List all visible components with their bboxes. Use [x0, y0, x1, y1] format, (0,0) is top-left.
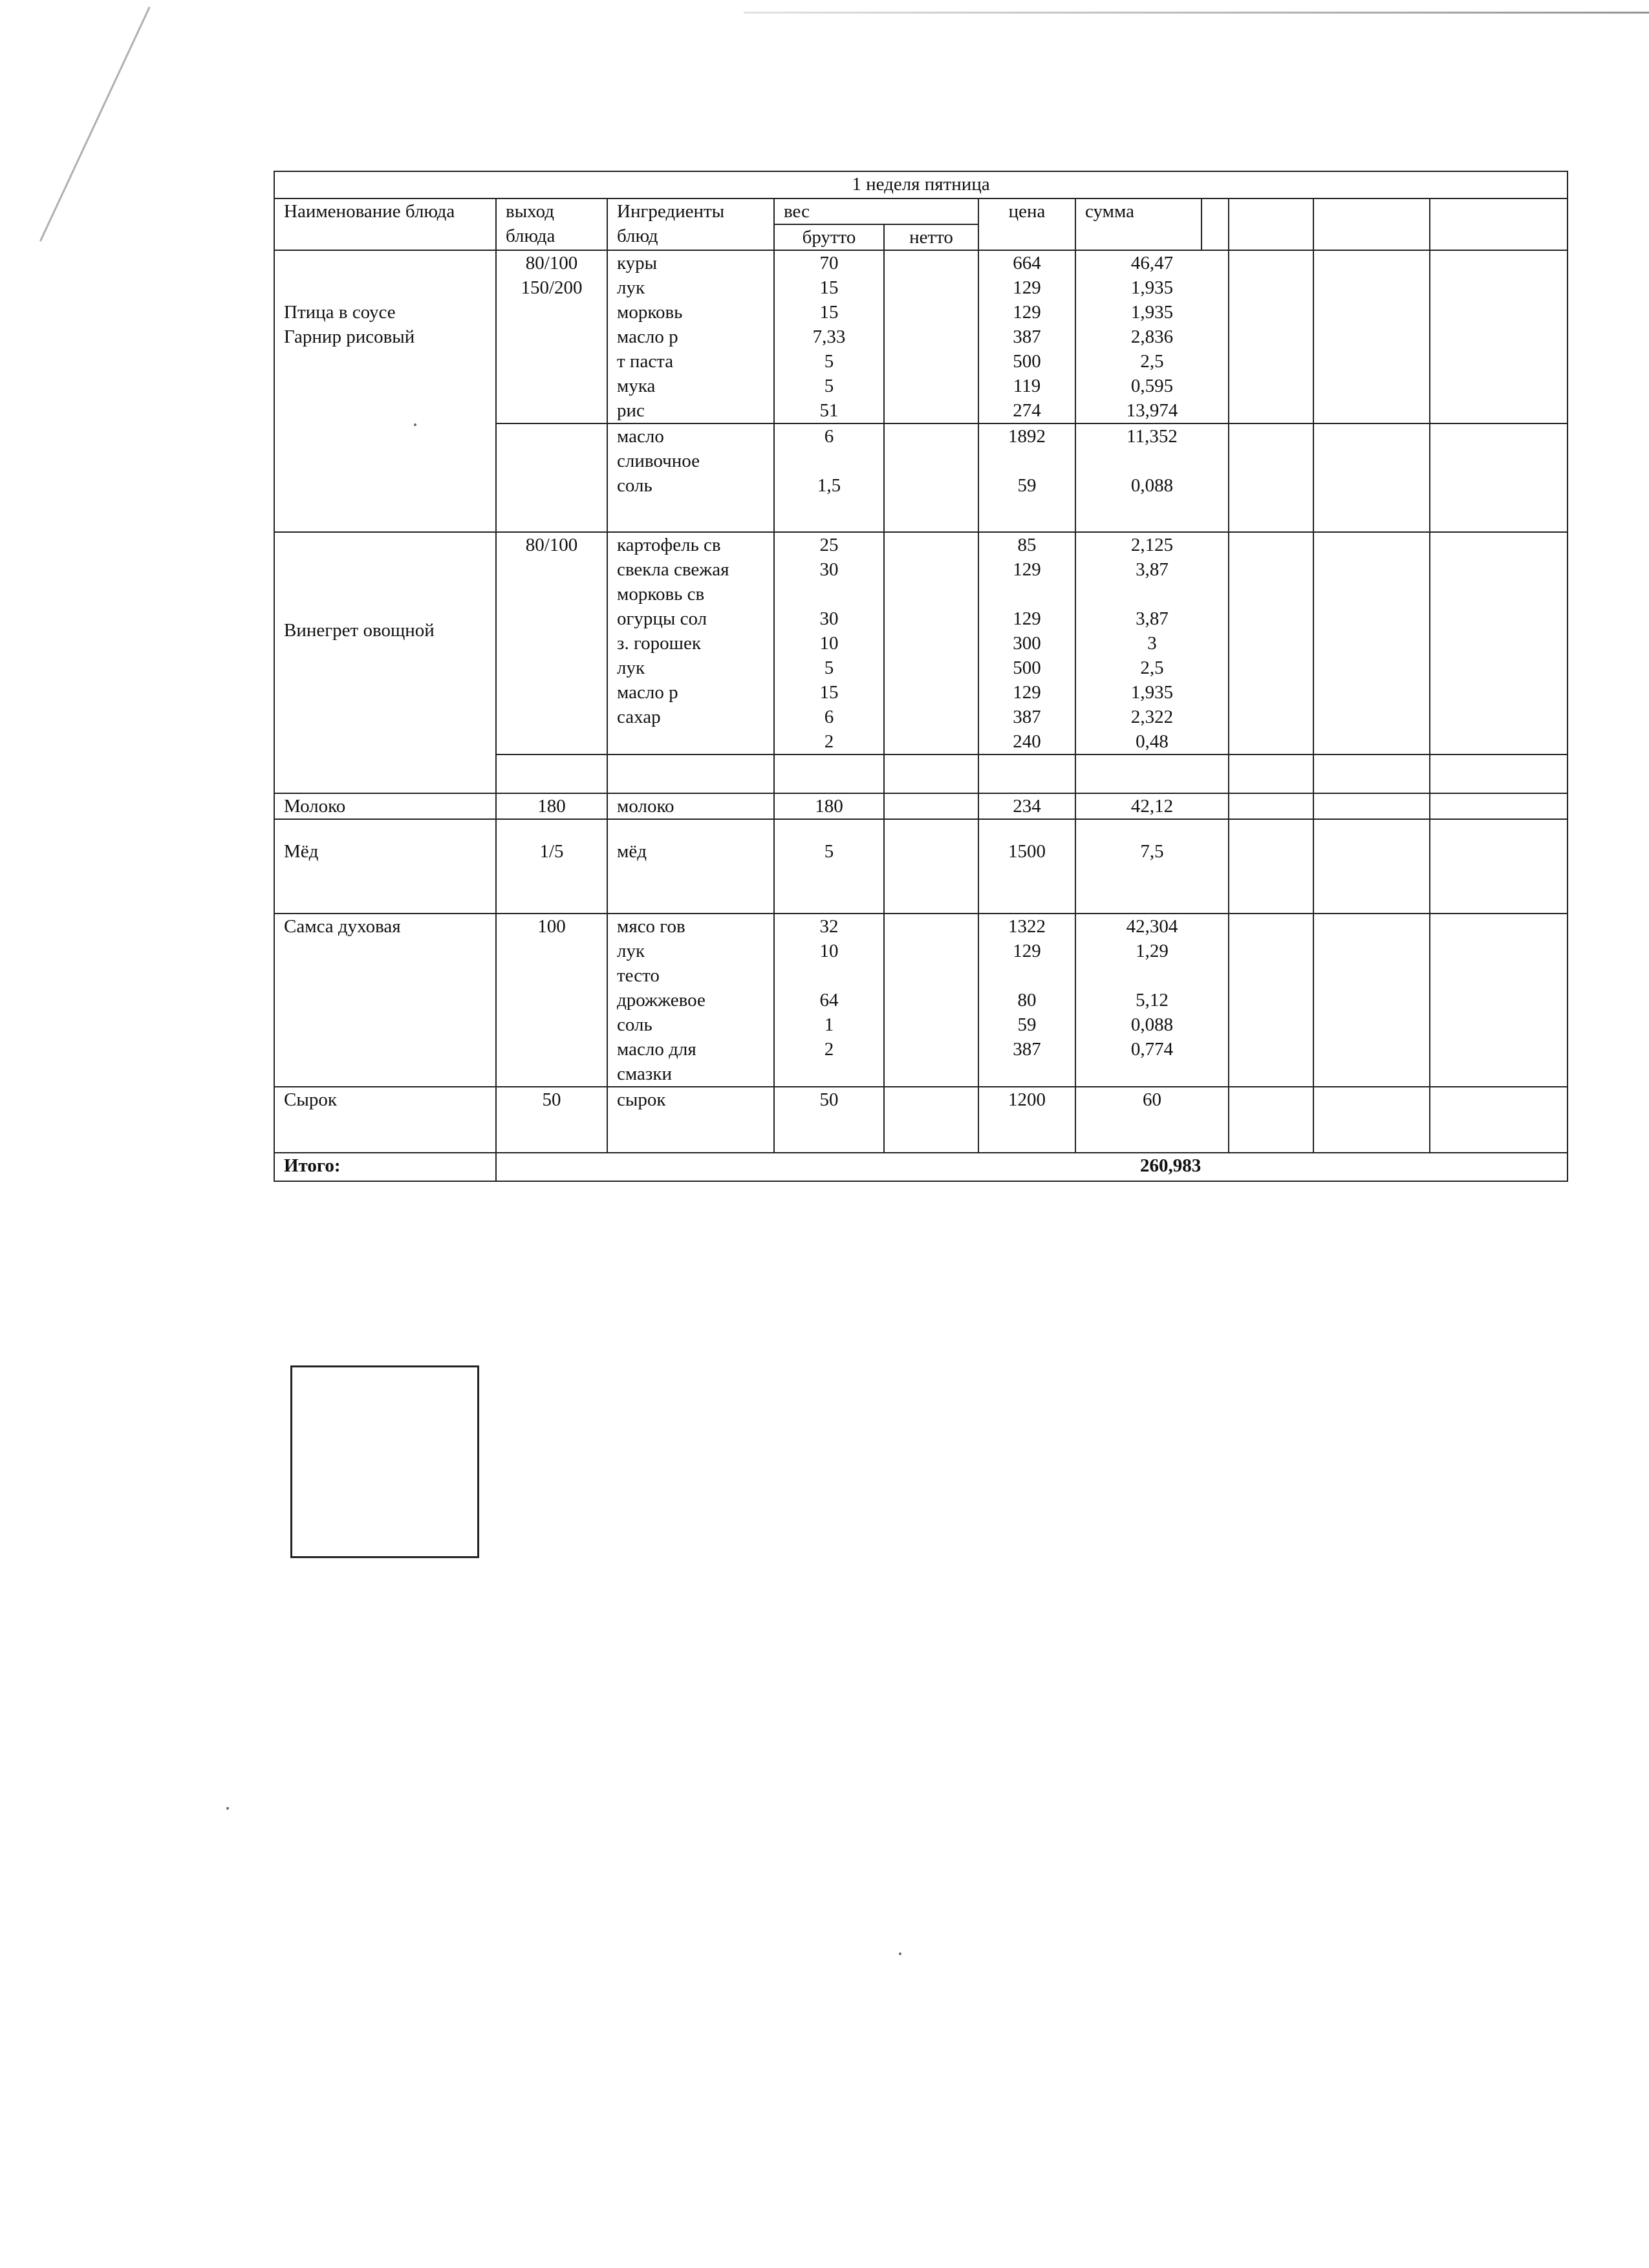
- empty-cell: [1075, 754, 1229, 793]
- header-dish-name: Наименование блюда: [274, 198, 496, 250]
- empty-cell: [1313, 423, 1430, 532]
- ingredient: т паста: [617, 351, 674, 372]
- gross-value: 7,33: [812, 326, 846, 347]
- sum-value: 42,12: [1075, 793, 1229, 819]
- gross-value: 5: [824, 376, 834, 396]
- total-value: 260,983: [496, 1153, 1568, 1181]
- price-list: [978, 423, 1075, 532]
- gross-value: 1: [824, 1014, 834, 1035]
- dish-output: 180: [496, 793, 607, 819]
- sum-value: 1,935: [1130, 277, 1174, 298]
- dish-row: [274, 250, 1568, 423]
- sum-list: [1075, 423, 1229, 532]
- scan-artifact-streak: [39, 6, 151, 242]
- gross-value: 2: [824, 1039, 834, 1060]
- dish-row: [274, 914, 1568, 1087]
- gross-value: 32: [819, 916, 839, 937]
- ingredient-list: [607, 532, 774, 754]
- sum-value: 2,322: [1130, 707, 1174, 727]
- dish-name-line: Птица в соусе: [284, 302, 396, 323]
- header-gross: брутто: [774, 224, 884, 250]
- empty-cell: [1313, 532, 1430, 754]
- price-value: 129: [1013, 608, 1041, 629]
- ingredient-list: [607, 914, 774, 1087]
- price-value: 387: [1013, 326, 1041, 347]
- sum-value: 2,5: [1140, 351, 1164, 372]
- empty-cell: [1229, 250, 1313, 423]
- net-cell: [884, 532, 978, 754]
- empty-cell: [1430, 198, 1568, 250]
- header-weight: вес: [774, 198, 978, 224]
- net-cell: [884, 250, 978, 423]
- ingredient: сливочное: [617, 451, 700, 471]
- empty-cell: [884, 754, 978, 793]
- sum-value: 60: [1075, 1087, 1229, 1153]
- sum-value: [1085, 963, 1219, 988]
- ingredient: молоко: [607, 793, 774, 819]
- empty-cell: [1430, 914, 1568, 1087]
- sum-value: 0,595: [1130, 376, 1174, 396]
- empty-cell: [496, 754, 607, 793]
- empty-cell: [1313, 198, 1430, 250]
- ingredient: смазки: [617, 1064, 672, 1084]
- header-output: выход блюда: [496, 198, 607, 250]
- price-value: 1322: [1008, 916, 1046, 937]
- dish-name: [274, 250, 496, 532]
- header-row: [274, 198, 1568, 224]
- net-cell: [884, 819, 978, 914]
- scan-dot: [899, 1952, 901, 1955]
- sum-value: 11,352: [1126, 426, 1178, 447]
- price-value: 500: [1013, 658, 1041, 678]
- price-list: [978, 250, 1075, 423]
- gross-value: 2: [824, 731, 834, 752]
- sum-value: 1,29: [1136, 941, 1169, 961]
- ingredient: [617, 729, 764, 754]
- header-ingredients: Ингредиенты блюд: [607, 198, 774, 250]
- price-value: 119: [1013, 376, 1041, 396]
- sum-value: 5,12: [1136, 990, 1169, 1011]
- ingredient: морковь св: [617, 584, 705, 604]
- ingredient-list: [607, 250, 774, 423]
- sum-value: 1,935: [1130, 682, 1174, 703]
- ingredient: масло для: [617, 1039, 696, 1060]
- ingredient: масло р: [617, 682, 678, 703]
- gross-value: 15: [819, 682, 839, 703]
- sum-value: [1085, 582, 1219, 606]
- dish-output: [496, 532, 607, 754]
- sum-list: [1075, 532, 1229, 754]
- ingredient: мёд: [607, 819, 774, 914]
- price-value: 500: [1013, 351, 1041, 372]
- empty-cell: [1430, 250, 1568, 423]
- net-cell: [884, 914, 978, 1087]
- total-label: Итого:: [274, 1153, 496, 1181]
- gross-value: [784, 449, 874, 473]
- empty-cell: [1430, 532, 1568, 754]
- gross-value: 5: [774, 819, 884, 914]
- sum-list: [1075, 250, 1229, 423]
- output-value: 100: [537, 916, 566, 937]
- sum-value: 3,87: [1136, 559, 1169, 580]
- net-cell: [884, 423, 978, 532]
- price-value: 59: [1017, 475, 1037, 496]
- gross-value: 6: [824, 707, 834, 727]
- empty-cell: [774, 754, 884, 793]
- gross-value: 5: [824, 658, 834, 678]
- scan-dot: [226, 1807, 229, 1810]
- price-value: [988, 963, 1066, 988]
- price-value: 387: [1013, 1039, 1041, 1060]
- empty-cell: [1313, 754, 1430, 793]
- dish-row: [274, 532, 1568, 754]
- gross-value: 1,5: [817, 475, 841, 496]
- dish-name: Самса духовая: [274, 914, 496, 1087]
- ingredient: морковь: [617, 302, 683, 323]
- sum-value: 2,5: [1140, 658, 1164, 678]
- ingredient: соль: [617, 1014, 652, 1035]
- price-value: 300: [1013, 633, 1041, 654]
- menu-table: [274, 171, 1568, 1182]
- gross-value: 30: [819, 608, 839, 629]
- empty-cell: [978, 754, 1075, 793]
- price-value: 664: [1013, 253, 1041, 273]
- gross-value: 30: [819, 559, 839, 580]
- price-value: [988, 449, 1066, 473]
- table-title: 1 неделя пятница: [274, 171, 1568, 198]
- sum-value: 0,088: [1130, 475, 1174, 496]
- empty-cell: [1229, 793, 1313, 819]
- header-net: нетто: [884, 224, 978, 250]
- ingredient: лук: [617, 277, 645, 298]
- empty-cell: [1430, 793, 1568, 819]
- sum-value: [1085, 1062, 1219, 1086]
- ingredient: дрожжевое: [617, 990, 706, 1011]
- dish-name: [274, 532, 496, 793]
- price-value: 59: [1017, 1014, 1037, 1035]
- gross-value: 50: [774, 1087, 884, 1153]
- dish-name: Молоко: [274, 793, 496, 819]
- empty-cell: [496, 423, 607, 532]
- empty-cell: [1229, 198, 1313, 250]
- gross-value: [784, 582, 874, 606]
- gross-list: [774, 250, 884, 423]
- total-row: [274, 1153, 1568, 1181]
- gross-value: 64: [819, 990, 839, 1011]
- ingredient: сырок: [607, 1087, 774, 1153]
- ingredient: соль: [617, 475, 652, 496]
- gross-value: 25: [819, 535, 839, 555]
- ingredient: огурцы сол: [617, 608, 707, 629]
- gross-value: 15: [819, 302, 839, 323]
- output-value: 150/200: [521, 277, 583, 298]
- dish-output: 1/5: [496, 819, 607, 914]
- dish-row: [274, 819, 1568, 914]
- price-value: 129: [1013, 302, 1041, 323]
- ingredient: картофель св: [617, 535, 721, 555]
- gross-list: [774, 423, 884, 532]
- sum-value: 2,125: [1130, 535, 1174, 555]
- empty-cell: [1313, 250, 1430, 423]
- sum-list: [1075, 914, 1229, 1087]
- price-value: 1500: [978, 819, 1075, 914]
- ingredient: сахар: [617, 707, 661, 727]
- empty-cell: [1430, 819, 1568, 914]
- dish-output: 50: [496, 1087, 607, 1153]
- price-value: 129: [1013, 941, 1041, 961]
- net-cell: [884, 1087, 978, 1153]
- gross-value: 70: [819, 253, 839, 273]
- scan-artifact-top-line: [744, 12, 1649, 14]
- price-list: [978, 914, 1075, 1087]
- empty-cell: [1202, 198, 1229, 250]
- dish-row: [274, 793, 1568, 819]
- ingredient: лук: [617, 941, 645, 961]
- empty-cell: [1430, 754, 1568, 793]
- price-value: 80: [1017, 990, 1037, 1011]
- output-value: 80/100: [525, 535, 578, 555]
- sum-value: 1,935: [1130, 302, 1174, 323]
- empty-cell: [1229, 532, 1313, 754]
- ingredient: мука: [617, 376, 656, 396]
- sum-value: 3,87: [1136, 608, 1169, 629]
- header-sum: сумма: [1075, 198, 1202, 250]
- ingredient: тесто: [617, 965, 660, 986]
- gross-value: 180: [774, 793, 884, 819]
- header-price: цена: [978, 198, 1075, 250]
- gross-value: 51: [819, 400, 839, 421]
- ingredient: лук: [617, 658, 645, 678]
- dish-name-line: Гарнир рисовый: [284, 326, 415, 347]
- sum-value: 3: [1147, 633, 1157, 654]
- sum-value: [1085, 449, 1219, 473]
- sum-value: 42,304: [1126, 916, 1178, 937]
- sum-value: 7,5: [1075, 819, 1229, 914]
- sum-value: 46,47: [1130, 253, 1174, 273]
- sum-value: 0,088: [1130, 1014, 1174, 1035]
- dish-output: [496, 914, 607, 1087]
- ingredient: куры: [617, 253, 658, 273]
- ingredient: з. горошек: [617, 633, 701, 654]
- empty-cell: [1430, 1087, 1568, 1153]
- gross-value: 15: [819, 277, 839, 298]
- empty-cell: [1430, 423, 1568, 532]
- dish-name-line: Винегрет овощной: [284, 620, 435, 641]
- sum-value: 13,974: [1126, 400, 1178, 421]
- gross-value: 10: [819, 941, 839, 961]
- price-value: 274: [1013, 400, 1041, 421]
- gross-value: 10: [819, 633, 839, 654]
- ingredient: масло р: [617, 326, 678, 347]
- gross-value: 5: [824, 351, 834, 372]
- price-value: 234: [978, 793, 1075, 819]
- price-value: [988, 1062, 1066, 1086]
- ingredient: рис: [617, 400, 645, 421]
- ingredient: масло: [617, 426, 664, 447]
- dish-output: [496, 250, 607, 423]
- dish-name: Сырок: [274, 1087, 496, 1153]
- sum-value: 2,836: [1130, 326, 1174, 347]
- sum-value: 0,774: [1130, 1039, 1174, 1060]
- price-value: 1200: [978, 1087, 1075, 1153]
- price-value: 387: [1013, 707, 1041, 727]
- sum-value: 0,48: [1136, 731, 1169, 752]
- empty-cell: [607, 754, 774, 793]
- gross-value: [784, 1062, 874, 1086]
- empty-cell: [1313, 819, 1430, 914]
- gross-list: [774, 532, 884, 754]
- dish-row: [274, 1087, 1568, 1153]
- empty-cell: [1229, 914, 1313, 1087]
- gross-value: [784, 963, 874, 988]
- empty-signature-box: [290, 1365, 479, 1558]
- empty-cell: [1313, 914, 1430, 1087]
- empty-cell: [1229, 754, 1313, 793]
- price-value: 240: [1013, 731, 1041, 752]
- price-value: 85: [1017, 535, 1037, 555]
- gross-list: [774, 914, 884, 1087]
- price-value: 129: [1013, 277, 1041, 298]
- gross-value: 6: [824, 426, 834, 447]
- empty-cell: [1313, 1087, 1430, 1153]
- price-value: 129: [1013, 682, 1041, 703]
- ingredient: мясо гов: [617, 916, 685, 937]
- price-value: 129: [1013, 559, 1041, 580]
- output-value: 80/100: [525, 253, 578, 273]
- empty-cell: [1229, 1087, 1313, 1153]
- empty-cell: [1229, 819, 1313, 914]
- price-value: 1892: [1008, 426, 1046, 447]
- empty-cell: [1229, 423, 1313, 532]
- ingredient-list: [607, 423, 774, 532]
- empty-cell: [1313, 793, 1430, 819]
- net-cell: [884, 793, 978, 819]
- dish-name: Мёд: [274, 819, 496, 914]
- price-value: [988, 582, 1066, 606]
- ingredient: свекла свежая: [617, 559, 729, 580]
- price-list: [978, 532, 1075, 754]
